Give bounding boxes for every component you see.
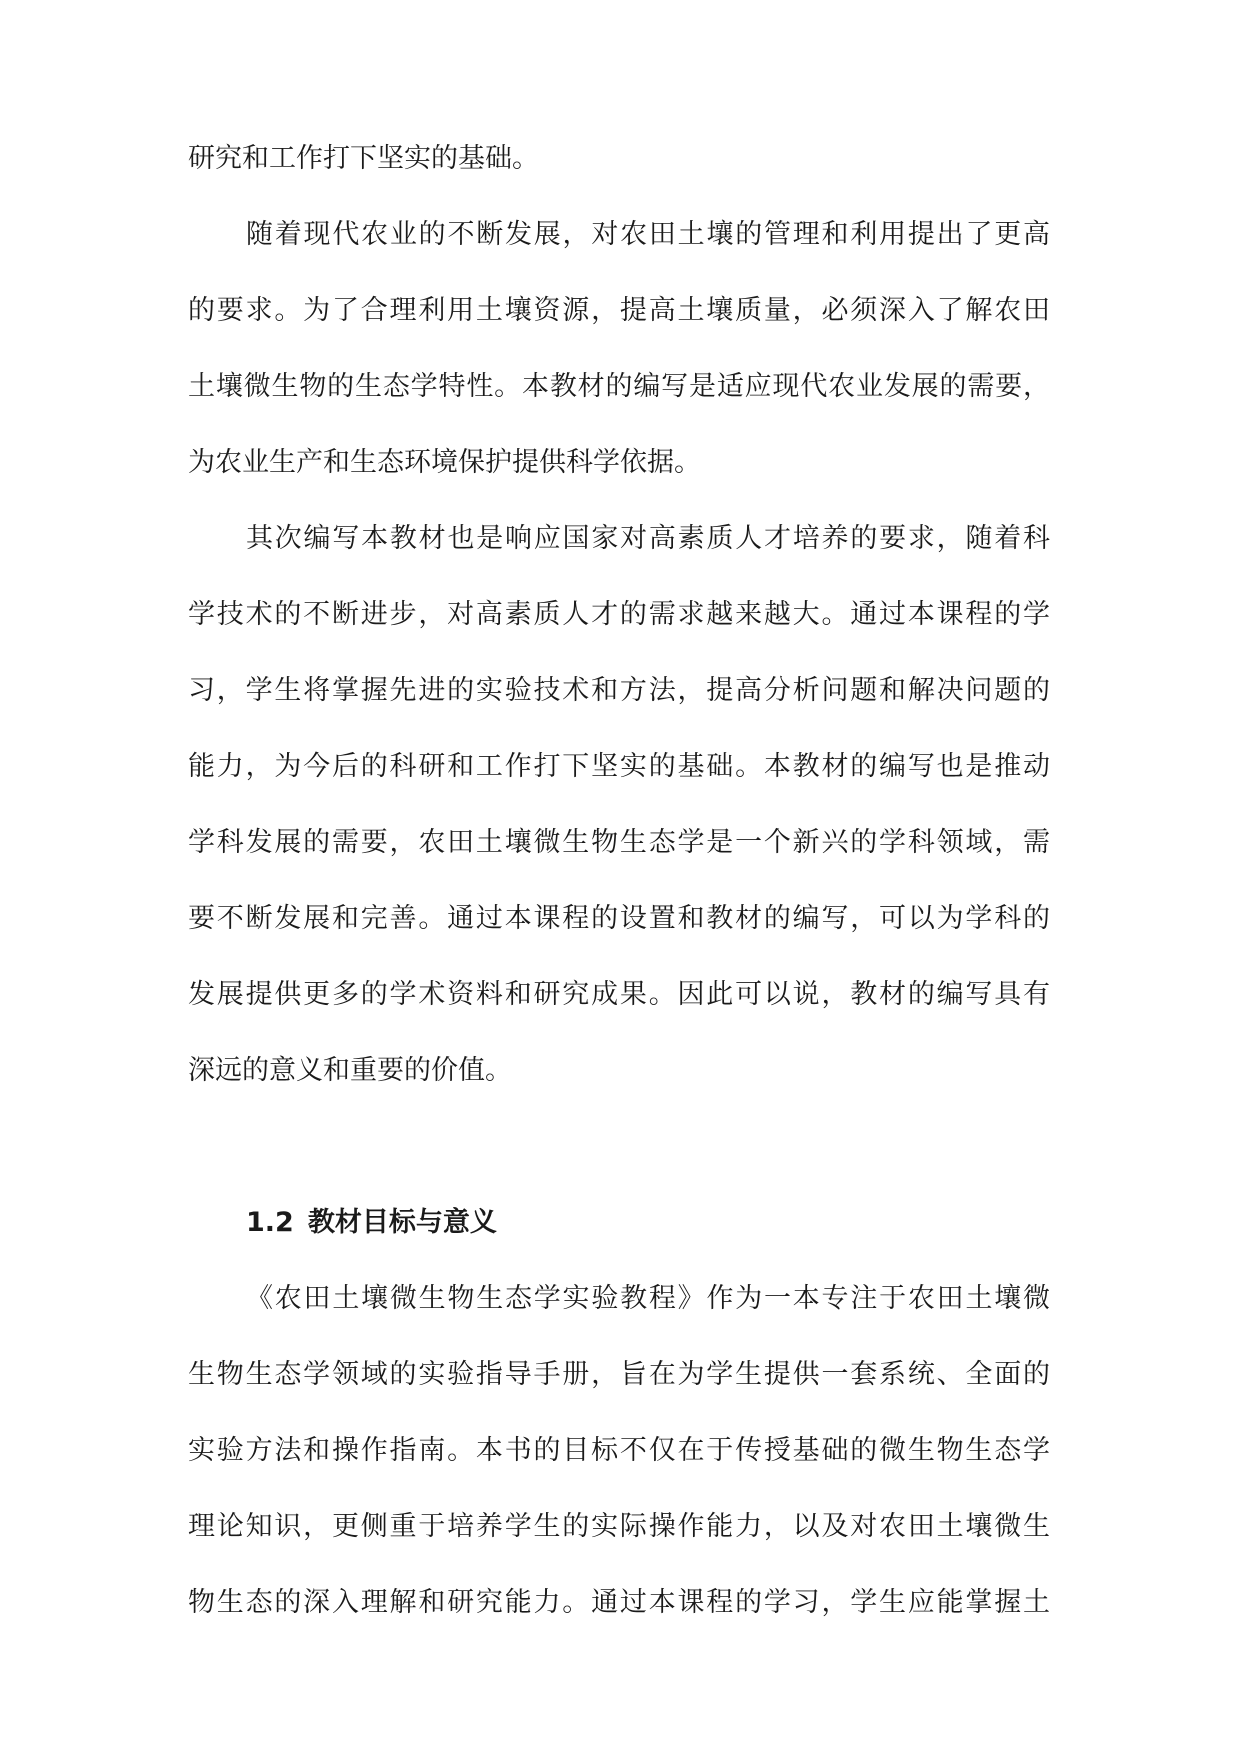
- text-line: 学科发展的需要，农田土壤微生物生态学是一个新兴的学科领域，需: [188, 827, 1050, 858]
- section-title: 教材目标与意义: [307, 1207, 497, 1238]
- text-line: 研究和工作打下坚实的基础。: [188, 143, 539, 174]
- text-line: 实验方法和操作指南。本书的目标不仅在于传授基础的微生物生态学: [188, 1435, 1050, 1466]
- paragraph-textbook-goals: [188, 1280, 1050, 1621]
- text-line: 理论知识，更侧重于培养学生的实际操作能力，以及对农田土壤微生: [188, 1511, 1050, 1542]
- text-line: 深远的意义和重要的价值。: [188, 1055, 512, 1086]
- text-line: 土壤微生物的生态学特性。本教材的编写是适应现代农业发展的需要，: [188, 371, 1050, 402]
- paragraph-talent-cultivation: [188, 520, 1050, 1089]
- text-line: 物生态的深入理解和研究能力。通过本课程的学习，学生应能掌握土: [188, 1587, 1050, 1618]
- section-heading: [188, 1204, 1050, 1241]
- text-line: 为农业生产和生态环境保护提供科学依据。: [188, 447, 701, 478]
- text-line: 习，学生将掌握先进的实验技术和方法，提高分析问题和解决问题的: [188, 675, 1050, 706]
- text-line: 的要求。为了合理利用土壤资源，提高土壤质量，必须深入了解农田: [188, 295, 1050, 326]
- section-number: 1.2: [246, 1207, 294, 1238]
- text-line: 学技术的不断进步，对高素质人才的需求越来越大。通过本课程的学: [188, 599, 1050, 630]
- text-line: 能力，为今后的科研和工作打下坚实的基础。本教材的编写也是推动: [188, 751, 1050, 782]
- paragraph-continuation: [188, 140, 1050, 177]
- text-line: 随着现代农业的不断发展，对农田土壤的管理和利用提出了更高: [246, 219, 1050, 250]
- paragraph-modern-agriculture: [188, 216, 1050, 481]
- text-line: 发展提供更多的学术资料和研究成果。因此可以说，教材的编写具有: [188, 979, 1050, 1010]
- text-line: 其次编写本教材也是响应国家对高素质人才培养的要求，随着科: [246, 523, 1050, 554]
- text-line: 要不断发展和完善。通过本课程的设置和教材的编写，可以为学科的: [188, 903, 1050, 934]
- document-page: [188, 140, 1050, 1621]
- text-line: 生物生态学领域的实验指导手册，旨在为学生提供一套系统、全面的: [188, 1359, 1050, 1390]
- text-line: 《农田土壤微生物生态学实验教程》作为一本专注于农田土壤微: [246, 1283, 1050, 1314]
